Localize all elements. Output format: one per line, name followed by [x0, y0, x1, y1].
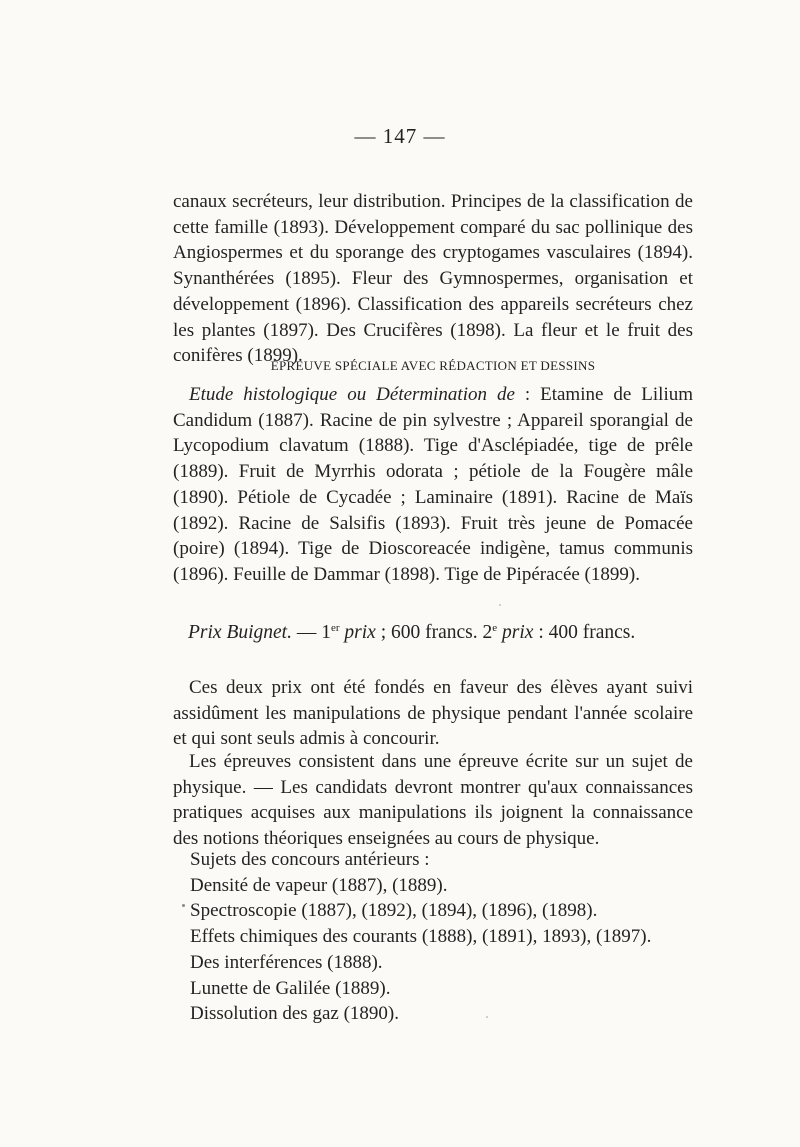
prize-second-label: prix: [502, 622, 534, 643]
prize-first-label: prix: [344, 622, 376, 643]
ink-speck: [182, 904, 185, 907]
prize-dash: —: [291, 622, 322, 643]
prize-first-sup: er: [330, 622, 340, 634]
list-item: Lunette de Galilée (1889).: [190, 977, 391, 999]
prize-second-sup: e: [492, 622, 498, 634]
page-number: — 147 —: [354, 124, 446, 148]
prize-second-num: 2: [482, 622, 493, 643]
section-heading-special-exam: ÉPREUVE SPÉCIALE AVEC RÉDACTION ET DESSINS: [270, 358, 596, 373]
prize-first-amount: ; 600 francs.: [375, 622, 483, 643]
prize-first-num: 1: [321, 622, 331, 643]
paragraph-exam-description: Les épreuves consistent dans une épreuve écrite sur un sujet de physique. — Les candidats devront montrer qu'aux connaissances pratiques acquises aux manipulations ils joignent la connaissance des notions théoriques enseignées au cours de physique.: [173, 751, 693, 850]
prize-second-amount: : 400 francs.: [533, 622, 636, 643]
prize-name: Prix Buignet.: [188, 622, 292, 643]
list-item: Dissolution des gaz (1890).: [190, 1003, 399, 1025]
list-item: Des interférences (1888).: [190, 951, 383, 973]
ink-speck: [499, 604, 501, 606]
paragraph-special-exam: [173, 382, 693, 588]
list-item: Densité de vapeur (1887), (1889).: [190, 874, 448, 896]
prize-buignet-line: [188, 620, 693, 646]
special-exam-text: : Etamine de Lilium Candidum (1887). Racine de pin sylvestre ; Appareil sporangial de Lycopodium clavatum (1888). Tige d'Asclépiadée, tige de prêle (1889). Fruit de Myrrhis odorata ; pétiole de la Fougère mâle (1890). Pétiole de Cycadée ; Laminaire (1891). Racine de Maïs (1892). Racine de Salsifis (1893). Fruit très jeune de Pomacée (poire) (1894). Tige de Dioscoreacée indigène, tamus communis (1896). Feuille de Dammar (1898). Tige de Pipéracée (1899).: [173, 384, 693, 585]
paragraph-prize-description: Ces deux prix ont été fondés en faveur des élèves ayant suivi assidûment les manipulations de physique pendant l'année scolaire et qui sont seuls admis à concourir.: [173, 677, 693, 750]
special-exam-intro: Etude histologique ou Détermination de: [189, 384, 515, 405]
past-subjects-heading: Sujets des concours antérieurs :: [190, 849, 430, 870]
past-subjects-list: [190, 847, 690, 1027]
list-item: Spectroscopie (1887), (1892), (1894), (1896), (1898).: [190, 900, 598, 922]
list-item: Effets chimiques des courants (1888), (1891), 1893), (1897).: [190, 926, 652, 948]
paragraph-botany-subjects: canaux secréteurs, leur distribution. Principes de la classification de cette famille (1893). Développement comparé du sac pollinique des Angiospermes et du sporange des cryptogames vasculaires (1894). Synanthérées (1895). Fleur des Gymnospermes, organisation et développement (1896). Classification des appareils secréteurs chez les plantes (1897). Des Crucifères (1898). La fleur et le fruit des conifères (1899).: [173, 191, 693, 367]
ink-speck: [486, 1016, 488, 1018]
